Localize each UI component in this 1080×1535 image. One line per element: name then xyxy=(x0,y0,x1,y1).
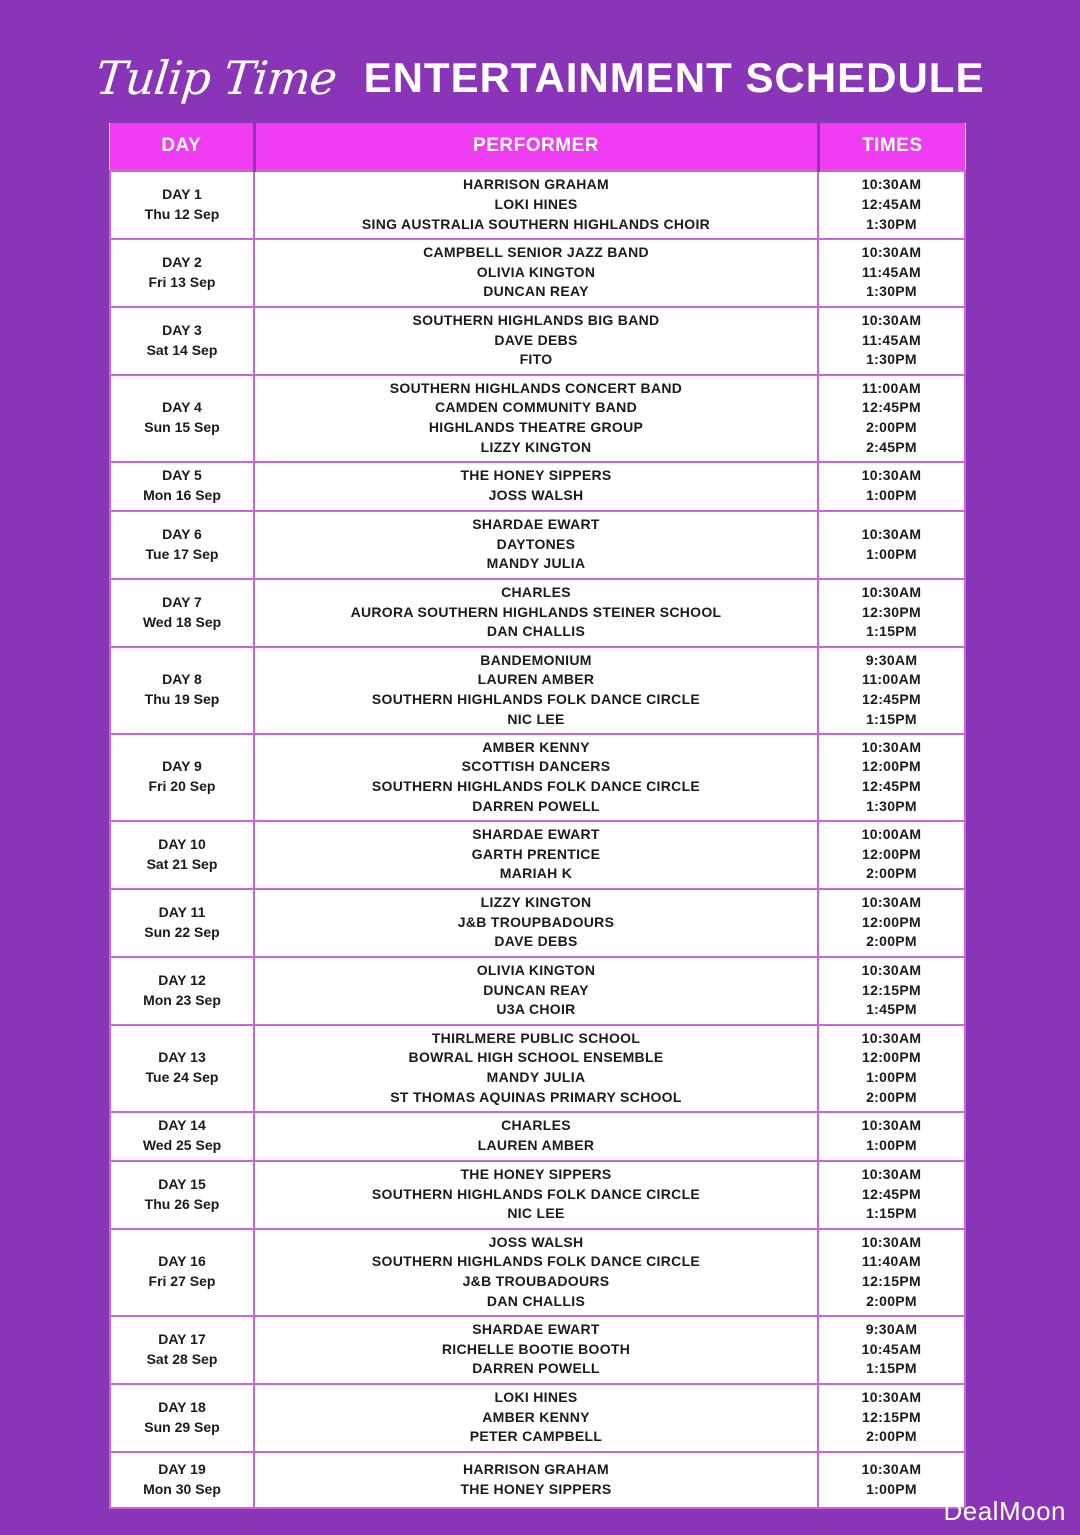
day-label: DAY 12 xyxy=(158,971,206,988)
day-cell xyxy=(110,375,254,462)
table-row xyxy=(110,1025,965,1112)
performance-time: 10:00AM xyxy=(861,826,922,843)
day-label: DAY 1 xyxy=(162,186,202,203)
schedule-table xyxy=(109,123,966,1509)
performer-name: LIZZY KINGTON xyxy=(480,894,592,911)
performer-cell xyxy=(254,171,818,239)
day-cell xyxy=(110,1161,254,1229)
day-date: Wed 18 Sep xyxy=(142,613,222,630)
performer-cell xyxy=(254,1229,818,1316)
day-label: DAY 5 xyxy=(162,467,202,484)
day-cell xyxy=(110,1316,254,1384)
day-cell xyxy=(110,889,254,957)
table-row xyxy=(110,511,965,579)
table-row xyxy=(110,889,965,957)
day-date: Mon 30 Sep xyxy=(143,1480,221,1497)
performer-cell xyxy=(254,511,818,579)
performer-name: OLIVIA KINGTON xyxy=(476,263,596,280)
performer-cell xyxy=(254,1452,818,1508)
performer-name: HIGHLANDS THEATRE GROUP xyxy=(428,419,644,435)
day-date: Sat 28 Sep xyxy=(146,1350,218,1367)
performer-name: SING AUSTRALIA SOUTHERN HIGHLANDS CHOIR xyxy=(361,215,711,232)
performance-time: 2:45PM xyxy=(866,438,917,455)
day-label: DAY 15 xyxy=(158,1175,206,1192)
performance-time: 12:00PM xyxy=(862,758,921,775)
performer-cell xyxy=(254,462,818,511)
performance-time: 2:00PM xyxy=(866,1088,917,1105)
day-date: Thu 26 Sep xyxy=(144,1195,220,1212)
performer-cell xyxy=(254,1025,818,1112)
day-cell xyxy=(110,1229,254,1316)
day-cell xyxy=(110,1112,254,1161)
performer-name: CHARLES xyxy=(501,584,571,601)
day-cell xyxy=(110,647,254,734)
table-row xyxy=(110,462,965,511)
performance-time: 10:30AM xyxy=(861,1166,922,1183)
performer-cell xyxy=(254,957,818,1025)
day-cell xyxy=(110,1452,254,1508)
performance-time: 12:45PM xyxy=(862,778,921,794)
times-cell xyxy=(818,1316,965,1384)
performance-time: 1:00PM xyxy=(866,1137,917,1153)
performance-time: 1:00PM xyxy=(866,1480,917,1497)
performance-time: 12:45PM xyxy=(862,691,921,707)
day-cell xyxy=(110,957,254,1025)
day-cell xyxy=(110,307,254,375)
performer-name: DAN CHALLIS xyxy=(486,1292,586,1309)
performer-name: SOUTHERN HIGHLANDS FOLK DANCE CIRCLE xyxy=(371,1185,701,1202)
page-title: ENTERTAINMENT SCHEDULE xyxy=(363,54,985,101)
table-row xyxy=(110,1112,965,1161)
day-date: Thu 19 Sep xyxy=(144,691,220,707)
performance-time: 10:30AM xyxy=(861,1460,922,1477)
performer-cell xyxy=(254,647,818,734)
performer-name: HARRISON GRAHAM xyxy=(462,1460,610,1477)
performer-name: LOKI HINES xyxy=(494,195,578,212)
performance-time: 11:45AM xyxy=(862,263,921,280)
performance-time: 9:30AM xyxy=(865,651,918,668)
day-date: Mon 23 Sep xyxy=(143,991,221,1008)
performer-name: BANDEMONIUM xyxy=(480,651,592,668)
day-cell xyxy=(110,579,254,647)
day-date: Mon 16 Sep xyxy=(143,487,221,503)
performer-name: THE HONEY SIPPERS xyxy=(460,1166,612,1183)
performance-time: 2:00PM xyxy=(866,933,917,950)
performance-time: 10:30AM xyxy=(861,584,922,601)
performance-time: 11:45AM xyxy=(862,331,921,348)
performance-time: 2:00PM xyxy=(866,419,917,435)
performance-time: 12:30PM xyxy=(862,603,921,620)
performance-time: 12:15PM xyxy=(862,1273,921,1289)
column-header-times: TIMES xyxy=(818,123,965,171)
performer-name: MANDY JULIA xyxy=(486,555,586,572)
day-cell xyxy=(110,821,254,889)
performer-name: DAVE DEBS xyxy=(494,933,578,950)
column-header-performer: PERFORMER xyxy=(254,123,818,171)
performer-name: SOUTHERN HIGHLANDS CONCERT BAND xyxy=(389,379,683,396)
day-date: Fri 27 Sep xyxy=(148,1273,216,1289)
performer-name: DARREN POWELL xyxy=(472,1360,600,1377)
performer-name: ST THOMAS AQUINAS PRIMARY SCHOOL xyxy=(390,1088,682,1105)
performance-time: 1:30PM xyxy=(866,283,917,300)
performer-name: THE HONEY SIPPERS xyxy=(460,1480,612,1497)
performance-time: 1:45PM xyxy=(866,1001,917,1018)
performer-name: LAUREN AMBER xyxy=(477,671,595,688)
times-cell xyxy=(818,1161,965,1229)
column-header-day: DAY xyxy=(110,123,254,171)
day-label: DAY 16 xyxy=(158,1253,206,1270)
performer-cell xyxy=(254,375,818,462)
performance-time: 10:30AM xyxy=(861,176,922,193)
day-date: Wed 25 Sep xyxy=(142,1137,222,1153)
performer-name: MANDY JULIA xyxy=(486,1069,586,1085)
performer-name: DAYTONES xyxy=(496,535,576,552)
performer-name: OLIVIA KINGTON xyxy=(476,962,596,979)
table-row xyxy=(110,734,965,821)
table-row xyxy=(110,307,965,375)
performer-name: AURORA SOUTHERN HIGHLANDS STEINER SCHOOL xyxy=(350,603,722,620)
performer-cell xyxy=(254,579,818,647)
day-date: Tue 24 Sep xyxy=(145,1069,219,1085)
performer-cell xyxy=(254,1112,818,1161)
performance-time: 10:30AM xyxy=(861,894,922,911)
performer-name: CHARLES xyxy=(501,1117,571,1134)
day-date: Tue 17 Sep xyxy=(145,545,219,562)
day-label: DAY 17 xyxy=(158,1330,206,1347)
performer-name: SHARDAE EWART xyxy=(472,826,600,843)
table-row xyxy=(110,647,965,734)
performance-time: 12:00PM xyxy=(862,1049,921,1066)
times-cell xyxy=(818,511,965,579)
performance-time: 1:15PM xyxy=(866,1360,917,1377)
day-label: DAY 11 xyxy=(158,903,206,920)
day-cell xyxy=(110,1025,254,1112)
performer-name: DARREN POWELL xyxy=(472,797,600,814)
day-date: Sun 15 Sep xyxy=(144,419,220,435)
table-row xyxy=(110,1229,965,1316)
table-row xyxy=(110,1161,965,1229)
performer-cell xyxy=(254,239,818,307)
table-row xyxy=(110,821,965,889)
day-cell xyxy=(110,511,254,579)
times-cell xyxy=(818,579,965,647)
day-cell xyxy=(110,734,254,821)
performer-name: FITO xyxy=(519,351,553,368)
performer-name: AMBER KENNY xyxy=(482,1408,590,1425)
table-row xyxy=(110,171,965,239)
day-label: DAY 10 xyxy=(158,835,206,852)
performer-name: LIZZY KINGTON xyxy=(480,438,592,455)
times-cell xyxy=(818,957,965,1025)
performer-name: JOSS WALSH xyxy=(488,487,584,503)
performance-time: 10:30AM xyxy=(861,1029,922,1046)
day-date: Sun 22 Sep xyxy=(144,923,220,940)
performance-time: 12:15PM xyxy=(862,981,921,998)
performance-time: 10:30AM xyxy=(861,1117,922,1134)
performer-name: SOUTHERN HIGHLANDS FOLK DANCE CIRCLE xyxy=(371,1253,701,1270)
performer-cell xyxy=(254,821,818,889)
table-row xyxy=(110,239,965,307)
day-label: DAY 7 xyxy=(162,593,202,610)
performer-name: GARTH PRENTICE xyxy=(471,845,601,862)
performance-time: 1:15PM xyxy=(866,623,917,640)
day-cell xyxy=(110,239,254,307)
performer-name: NIC LEE xyxy=(507,1205,565,1222)
performer-cell xyxy=(254,307,818,375)
performer-name: DUNCAN REAY xyxy=(483,283,589,300)
table-row xyxy=(110,579,965,647)
performer-name: DAN CHALLIS xyxy=(486,623,586,640)
performer-name: SOUTHERN HIGHLANDS BIG BAND xyxy=(412,312,660,329)
performer-name: SHARDAE EWART xyxy=(472,516,600,533)
performance-time: 10:30AM xyxy=(861,467,922,484)
times-cell xyxy=(818,647,965,734)
times-cell xyxy=(818,1025,965,1112)
performer-cell xyxy=(254,1161,818,1229)
performer-name: SOUTHERN HIGHLANDS FOLK DANCE CIRCLE xyxy=(371,778,701,794)
performance-time: 10:30AM xyxy=(861,962,922,979)
performance-time: 10:30AM xyxy=(861,1389,922,1406)
performer-cell xyxy=(254,734,818,821)
times-cell xyxy=(818,375,965,462)
times-cell xyxy=(818,462,965,511)
performance-time: 2:00PM xyxy=(866,1428,917,1445)
day-label: DAY 14 xyxy=(158,1117,206,1134)
performance-time: 11:00AM xyxy=(862,379,921,396)
times-cell xyxy=(818,1384,965,1452)
table-row xyxy=(110,1452,965,1508)
performer-name: SHARDAE EWART xyxy=(472,1321,600,1338)
performance-time: 10:30AM xyxy=(861,244,922,261)
performer-name: CAMDEN COMMUNITY BAND xyxy=(434,399,638,416)
day-label: DAY 2 xyxy=(162,253,202,270)
day-date: Fri 13 Sep xyxy=(148,273,216,290)
performance-time: 12:15PM xyxy=(862,1408,921,1425)
day-date: Sun 29 Sep xyxy=(144,1418,220,1435)
table-row xyxy=(110,957,965,1025)
performer-name: J&B TROUBADOURS xyxy=(462,1273,610,1289)
performance-time: 11:40AM xyxy=(862,1253,921,1270)
day-cell xyxy=(110,171,254,239)
performance-time: 1:00PM xyxy=(866,1069,917,1085)
times-cell xyxy=(818,821,965,889)
performer-name: DAVE DEBS xyxy=(494,331,578,348)
performance-time: 2:00PM xyxy=(866,865,917,882)
performance-time: 1:00PM xyxy=(866,487,917,503)
day-label: DAY 19 xyxy=(158,1460,206,1477)
performance-time: 12:45PM xyxy=(862,1185,921,1202)
day-label: DAY 9 xyxy=(162,758,202,775)
day-cell xyxy=(110,462,254,511)
performer-name: DUNCAN REAY xyxy=(483,981,589,998)
performance-time: 12:00PM xyxy=(862,845,921,862)
performance-time: 12:45AM xyxy=(861,195,922,212)
day-date: Sat 14 Sep xyxy=(146,341,218,358)
performance-time: 1:00PM xyxy=(866,545,917,562)
tulip-time-logo: Tulip Time xyxy=(92,51,339,105)
performance-time: 1:15PM xyxy=(866,1205,917,1222)
performer-name: J&B TROUPBADOURS xyxy=(457,913,615,930)
times-cell xyxy=(818,171,965,239)
times-cell xyxy=(818,734,965,821)
page-header xyxy=(0,38,1080,118)
day-label: DAY 3 xyxy=(162,321,202,338)
day-label: DAY 18 xyxy=(158,1398,206,1415)
day-label: DAY 4 xyxy=(162,399,202,416)
day-date: Fri 20 Sep xyxy=(148,778,216,794)
performer-name: LOKI HINES xyxy=(494,1389,578,1406)
table-row xyxy=(110,375,965,462)
performance-time: 10:30AM xyxy=(861,525,922,542)
performance-time: 11:00AM xyxy=(862,671,921,688)
performance-time: 9:30AM xyxy=(865,1321,918,1338)
times-cell xyxy=(818,239,965,307)
performer-name: RICHELLE BOOTIE BOOTH xyxy=(441,1340,631,1357)
performer-name: HARRISON GRAHAM xyxy=(462,176,610,193)
table-row xyxy=(110,1384,965,1452)
performance-time: 10:30AM xyxy=(861,1233,922,1250)
day-label: DAY 6 xyxy=(162,525,202,542)
day-cell xyxy=(110,1384,254,1452)
table-header-row xyxy=(110,123,965,171)
day-label: DAY 8 xyxy=(162,671,202,688)
times-cell xyxy=(818,1112,965,1161)
performer-cell xyxy=(254,1384,818,1452)
performer-cell xyxy=(254,1316,818,1384)
performer-name: CAMPBELL SENIOR JAZZ BAND xyxy=(423,244,649,261)
performer-name: SCOTTISH DANCERS xyxy=(461,758,611,775)
day-label: DAY 13 xyxy=(158,1049,206,1066)
dealmoon-watermark: DealMoon xyxy=(943,1496,1066,1526)
performance-time: 1:30PM xyxy=(866,351,917,368)
performer-cell xyxy=(254,889,818,957)
performer-name: MARIAH K xyxy=(499,865,573,882)
times-cell xyxy=(818,889,965,957)
times-cell xyxy=(818,1229,965,1316)
performance-time: 1:15PM xyxy=(866,710,917,727)
schedule-body xyxy=(110,171,965,1508)
performer-name: PETER CAMPBELL xyxy=(469,1428,603,1445)
performer-name: JOSS WALSH xyxy=(488,1233,584,1250)
day-date: Sat 21 Sep xyxy=(146,855,218,872)
day-date: Thu 12 Sep xyxy=(144,205,220,222)
times-cell xyxy=(818,307,965,375)
performer-name: LAUREN AMBER xyxy=(477,1137,595,1153)
performer-name: THE HONEY SIPPERS xyxy=(460,467,612,484)
performer-name: BOWRAL HIGH SCHOOL ENSEMBLE xyxy=(408,1049,664,1066)
performance-time: 12:45PM xyxy=(862,399,921,416)
performance-time: 12:00PM xyxy=(862,913,921,930)
performance-time: 10:30AM xyxy=(861,738,922,755)
performer-name: AMBER KENNY xyxy=(482,738,590,755)
performer-name: THIRLMERE PUBLIC SCHOOL xyxy=(431,1029,641,1046)
performer-name: SOUTHERN HIGHLANDS FOLK DANCE CIRCLE xyxy=(371,691,701,707)
performance-time: 10:45AM xyxy=(861,1340,922,1357)
table-row xyxy=(110,1316,965,1384)
performer-name: NIC LEE xyxy=(507,710,565,727)
performance-time: 10:30AM xyxy=(861,312,922,329)
performance-time: 1:30PM xyxy=(866,797,917,814)
performance-time: 2:00PM xyxy=(866,1292,917,1309)
performer-name: U3A CHOIR xyxy=(496,1001,576,1018)
performance-time: 1:30PM xyxy=(866,215,917,232)
